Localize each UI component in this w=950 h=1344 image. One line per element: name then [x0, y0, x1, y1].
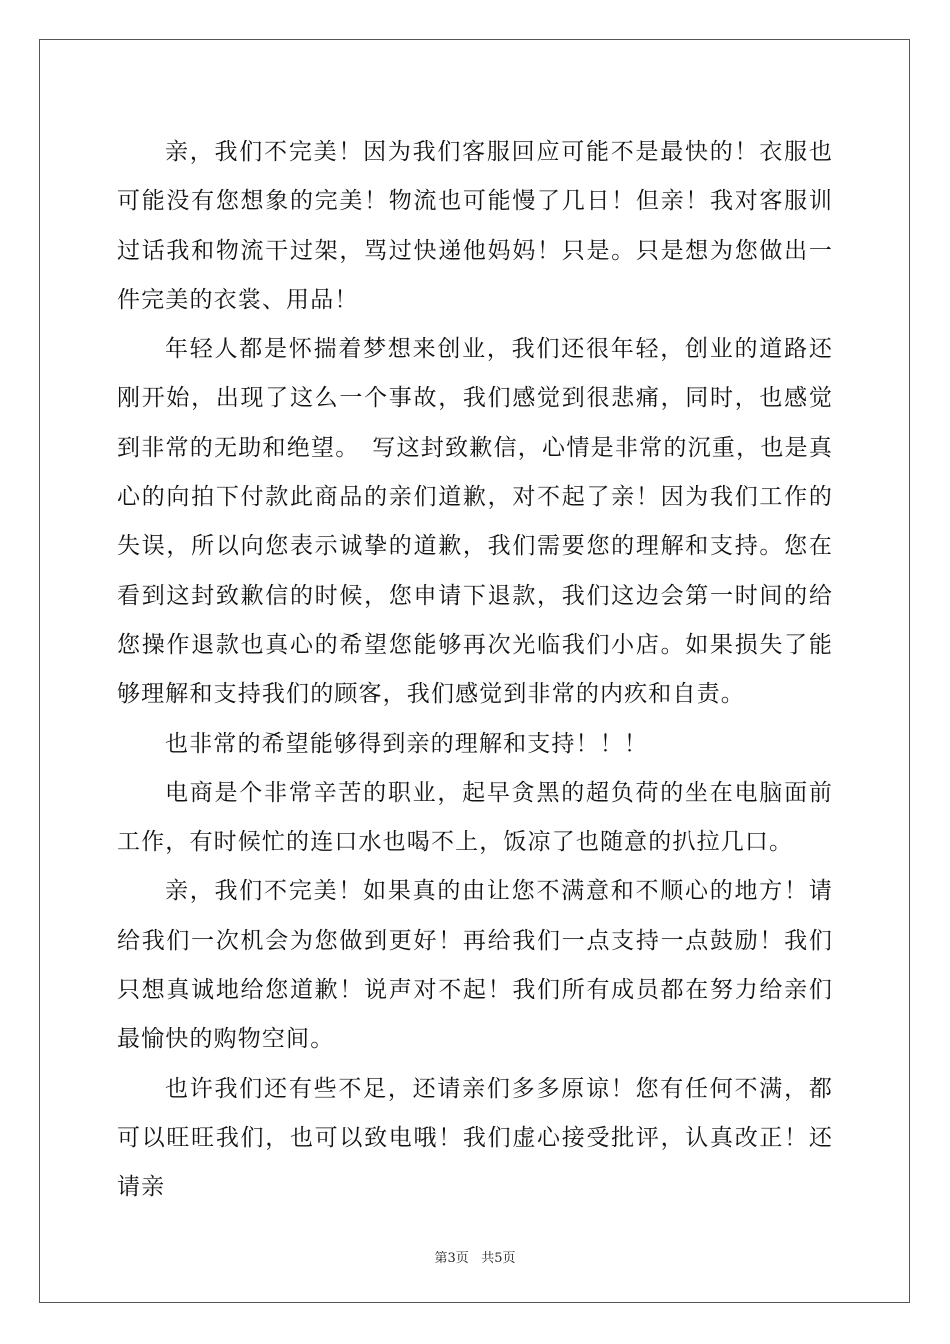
- page-total: 共5页: [481, 1251, 516, 1266]
- paragraph-1: 亲，我们不完美！因为我们客服回应可能不是最快的！衣服也可能没有您想象的完美！物流也可能慢了几日！但亲！我对客服训过话我和物流干过架，骂过快递他妈妈！只是。只是想为您做出一件完美的衣裳、用品！: [117, 139, 833, 313]
- paragraph-3: 也非常的希望能够得到亲的理解和支持！！！: [165, 730, 648, 757]
- paragraph-2: 年轻人都是怀揣着梦想来创业，我们还很年轻，创业的道路还刚开始，出现了这么一个事故，我们感觉到很悲痛，同时，也感觉到非常的无助和绝望。 写这封致歉信，心情是非常的沉重，也是真心的向拍下付款此商品的亲们道歉，对不起了亲！因为我们工作的失误，所以向您表示诚挚的道歉，我们需要您的理解和支持。您在看到这封致歉信的时候，您申请下退款，我们这边会第一时间的给您操作退款也真心的希望您能够再次光临我们小店。如果损失了能够理解和支持我们的顾客，我们感觉到非常的内疚和自责。: [117, 336, 833, 708]
- document-body: [117, 128, 833, 1213]
- paragraph-4: 电商是个非常辛苦的职业，起早贪黑的超负荷的坐在电脑面前工作，有时候忙的连口水也喝不上，饭凉了也随意的扒拉几口。: [117, 779, 833, 856]
- paragraph-5: 亲，我们不完美！如果真的由让您不满意和不顺心的地方！请给我们一次机会为您做到更好！再给我们一点支持一点鼓励！我们只想真诚地给您道歉！说声对不起！我们所有成员都在努力给亲们最愉快的购物空间。: [117, 878, 833, 1053]
- paragraph-6: 也许我们还有些不足，还请亲们多多原谅！您有任何不满，都可以旺旺我们，也可以致电哦！我们虚心接受批评，认真改正！还请亲: [117, 1075, 833, 1201]
- page-number: 第3页: [434, 1251, 469, 1266]
- page-footer: [0, 1247, 950, 1266]
